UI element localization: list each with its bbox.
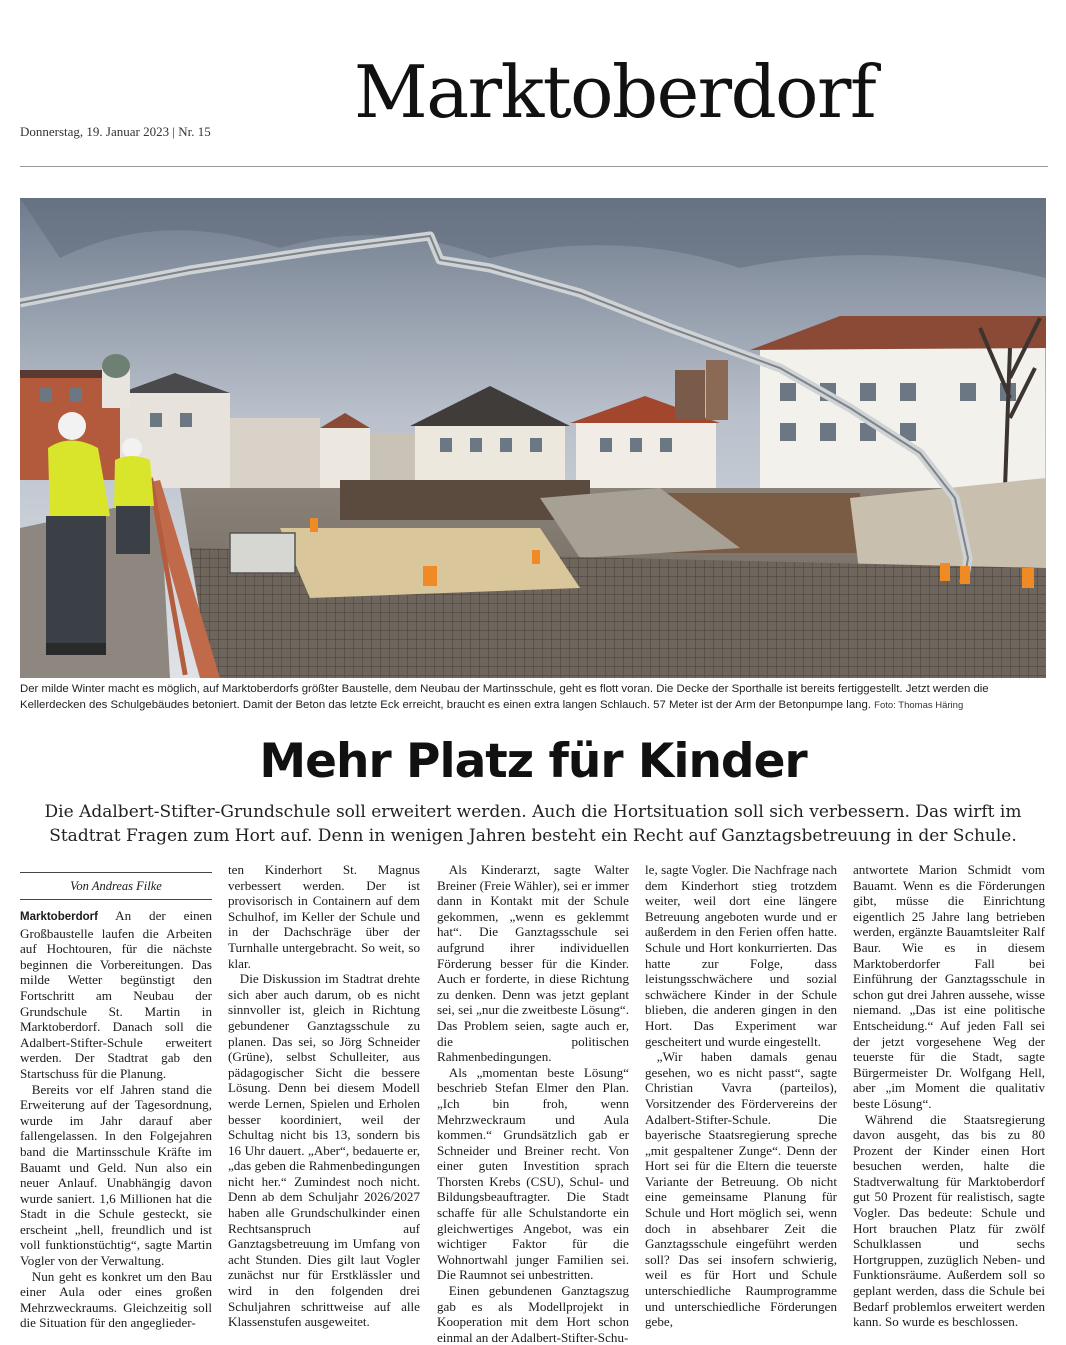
dateline-place: Marktoberdorf bbox=[20, 911, 98, 923]
paragraph: antwortete Marion Schmidt vom Bauamt. Wenn es die Förderungen gibt, müsse die Einrichtung eigentlich 25 Jahre lang betrieben werden, ergänzte Bauamtsleiter Ralf Baur. Wie es in diesem Marktoberdorfer Fall bei Einführung der Ganztagsschule in schon gut drei Jahren aussehe, wisse niemand. „Das ist eine politische Entscheidung.“ Auf jeden Fall sei der jetzt vorgesehene Weg der teuerste für die Stadt, sagte Bürgermeister Dr. Wolfgang Hell, aber „im Moment die qualitativ beste Lösung“. bbox=[853, 862, 1045, 1111]
article-column-1 bbox=[20, 862, 212, 1331]
masthead-title: Marktoberdorf bbox=[354, 50, 876, 134]
paragraph: Als „momentan beste Lösung“ beschrieb Stefan Elmer den Plan. „Ich bin froh, wenn Mehrzweckraum und Aula kommen.“ Grundsätzlich gab er Schneider und Breiner recht. Von einer guten Investition sprach Thorsten Krebs (CSU), Schul- und Bildungsbeauftragter. Die Stadt schaffe für alle Schulstandorte ein gleichwertiges Angebot, was ein wichtiger Faktor für die Wohnortwahl junger Familien sei. Die Raumnot sei unbestritten. bbox=[437, 1064, 629, 1283]
construction-site-photo bbox=[20, 198, 1046, 678]
paragraph: Bereits vor elf Jahren stand die Erweiterung auf der Tagesordnung, wurde im Jahr darauf aber fallengelassen. In den Folgejahren band die Martinsschule Kräfte im Bauamt und Geld. Nun also ein neuer Anlauf. Unabhängig davon wurde saniert. 1,6 Millionen hat die Stadt in die Schule gesteckt, sie erscheint „hell, freundlich und ist voll funktionstüchtig“, sagte Martin Vogler von der Verwaltung. bbox=[20, 1081, 212, 1269]
article-column-3 bbox=[437, 862, 629, 1345]
article-headline: Mehr Platz für Kinder bbox=[259, 734, 807, 789]
paragraph: Marktoberdorf An der einen Großbaustelle laufen die Arbeiten auf Hochtouren, für die nächste beginnen die Vorbereitungen. Das milde Wetter begünstigt den Fortschritt am Neubau der Grundschule St. Martin in Marktoberdorf. Danach soll die Adalbert-Stifter-Schule erweitert werden. Der Stadtrat gab den Startschuss für die Planung. bbox=[20, 908, 212, 1081]
masthead-rule bbox=[20, 166, 1048, 167]
caption-text: Der milde Winter macht es möglich, auf Marktoberdorfs größter Baustelle, dem Neubau der Martinsschule, geht es flott voran. Die Decke der Sporthalle ist bereits fertiggestellt. Jetzt werden die Kellerdecken des Schulgebäudes betoniert. Damit der Beton das letzte Eck erreicht, braucht es einen extra langen Schlauch. 57 Meter ist der Arm der Betonpumpe lang. bbox=[20, 683, 989, 711]
issue-dateline: Donnerstag, 19. Januar 2023 | Nr. 15 bbox=[20, 124, 211, 139]
photo-caption bbox=[20, 681, 1046, 714]
byline: Von Andreas Filke bbox=[20, 872, 212, 900]
paragraph: Nun geht es konkret um den Bau einer Aula oder eines großen Mehrzweckraums. Gleichzeitig soll die Situation für den angeglieder- bbox=[20, 1268, 212, 1331]
article-column-5 bbox=[853, 862, 1045, 1330]
article-column-4 bbox=[645, 862, 837, 1330]
paragraph: „Wir haben damals genau gesehen, wo es nicht passt“, sagte Christian Vavra (parteilos), Vorsitzender des Fördervereins der Adalbert-Stifter-Schule. Die bayerische Staatsregierung spreche „mit gespaltener Zunge“. Denn der Hort sei für die Eltern die teuerste Variante der Betreuung. Ob nicht eine gemeinsame Planung für Schule und Hort möglich sei, wenn doch in absehbarer Zeit die Ganztagsschule eingeführt werden soll? Das sei insofern schwierig, weil es für Hort und Schule unterschiedliche Raumprogramme und unterschiedliche Förderungen gebe, bbox=[645, 1049, 837, 1330]
paragraph: Während die Staatsregierung davon ausgeht, das bis zu 80 Prozent der Kinder einen Hort besuchen werden, halte die Stadtverwaltung für Marktoberdorf gut 50 Prozent für realistisch, sagte Vogler. Das bedeute: Schule und Hort brauchen Platz für zwölf Schulklassen und sechs Hortgruppen, zuzüglich Neben- und Funktionsräume. Außerdem soll so geplant werden, dass die Schule bei Bedarf problemlos erweitert werden kann. So wurde es beschlossen. bbox=[853, 1111, 1045, 1330]
photo-credit: Foto: Thomas Häring bbox=[874, 700, 964, 711]
paragraph: Die Diskussion im Stadtrat drehte sich aber auch darum, ob es nicht sinnvoller ist, gleich in Richtung gebundener Ganztagsschule zu planen. Das sei, so Jörg Schneider (Grüne), selbst Schulleiter, aus pädagogischer Sicht die bessere Lösung. Denn bei diesem Modell werde Lernen, Spielen und Erholen besser koordiniert, weil der Schultag nicht bis 13, sondern bis 16 Uhr dauert. „Aber“, bedauerte er, „das geben die Rahmenbedingungen nicht her.“ Zumindest noch nicht. Denn ab dem Schuljahr 2026/2027 haben alle Grundschulkinder einen Rechtsanspruch auf Ganztagsbetreuung im Umfang von acht Stunden. Dies gilt laut Vogler zunächst nur für Erstklässler und wird in den folgenden drei Schuljahren schrittweise auf alle Klassenstufen ausgeweitet. bbox=[228, 971, 420, 1330]
paragraph: Einen gebundenen Ganztagszug gab es als Modellprojekt in Kooperation mit dem Hort schon einmal an der Adalbert-Stifter-Schu- bbox=[437, 1283, 629, 1345]
article-deck: Die Adalbert-Stifter-Grundschule soll erweitert werden. Auch die Hortsituation soll sich verbessern. Das wirft im Stadtrat Fragen zum Hort auf. Denn in wenigen Jahren besteht ein Recht auf Ganztagsbetreuung in der Schule. bbox=[44, 802, 1022, 846]
paragraph: ten Kinderhort St. Magnus verbessert werden. Der ist provisorisch in Containern auf dem Schulhof, im Keller der Schule und in der Dachschräge über der Turnhalle untergebracht. So weit, so klar. bbox=[228, 862, 420, 971]
article-column-2 bbox=[228, 862, 420, 1330]
paragraph: le, sagte Vogler. Die Nachfrage nach dem Kinderhort stieg trotzdem weiter, weil dort eine längere Betreuung angeboten wurde und er außerdem in den Ferien offen hatte. Schule und Hort konkurrierten. Das hatte zur Folge, dass leistungsschwächere und sozial schwächere Kinder in der Schule blieben, die anderen gingen in den Hort. Das Experiment war gescheitert und wurde eingestellt. bbox=[645, 862, 837, 1049]
paragraph: Als Kinderarzt, sagte Walter Breiner (Freie Wähler), sei er immer dann in Kontakt mit der Schule gekommen, „wenn es geklemmt hat“. Die Ganztagsschule sei aufgrund ihrer individuellen Förderung besser für die Kinder. Auch er forderte, in diese Richtung zu denken. Denn was jetzt geplant sei, sei „nur die zweitbeste Lösung“. Das Problem seien, sagte auch er, die politischen Rahmenbedingungen. bbox=[437, 862, 629, 1065]
